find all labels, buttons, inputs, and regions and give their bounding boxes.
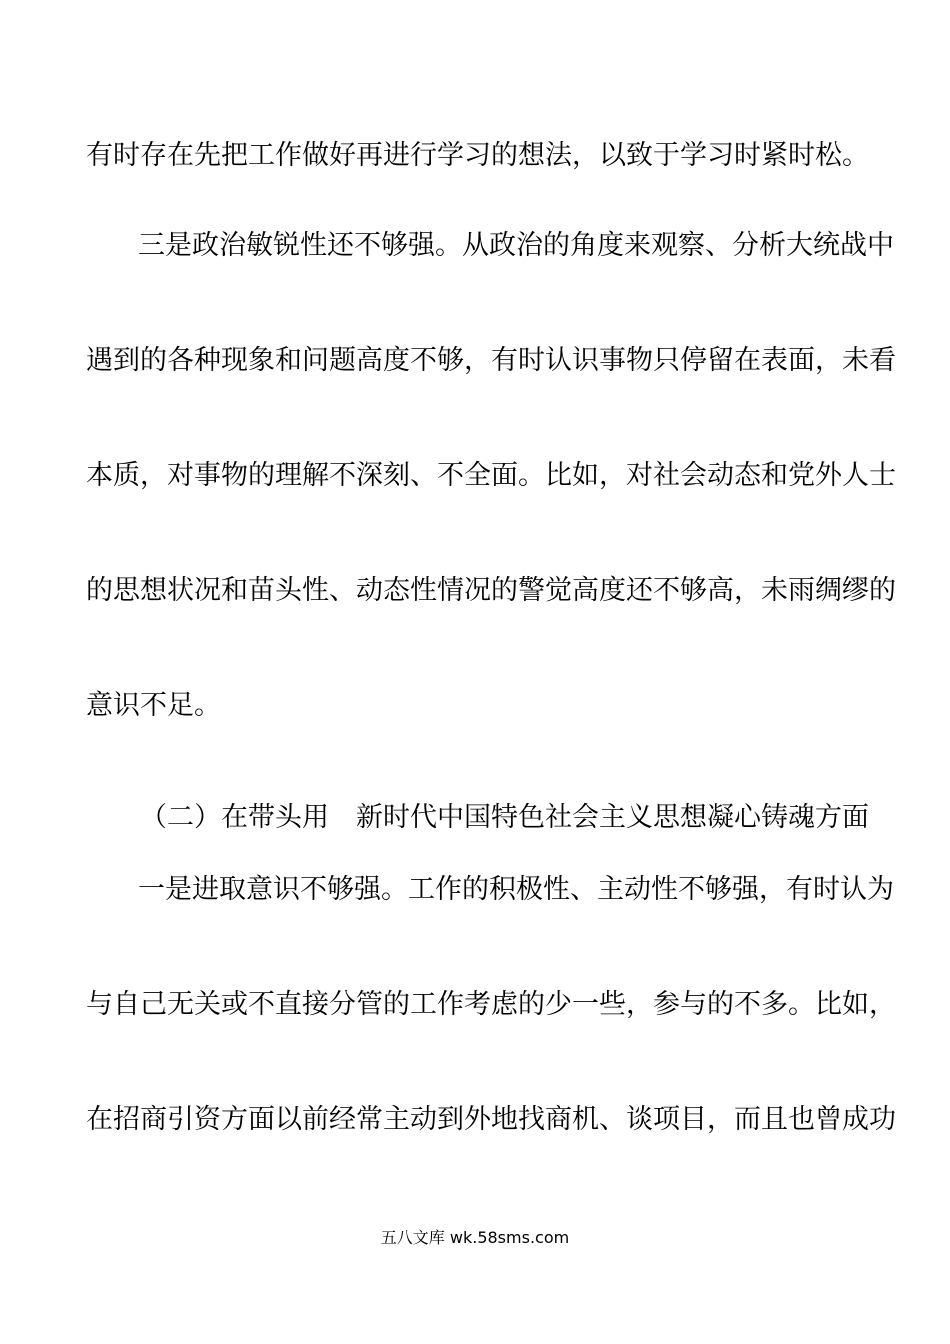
body-line-7: 一是进取意识不够强。工作的积极性、主动性不够强，有时认为 bbox=[138, 874, 894, 905]
body-line-6: 意识不足。 bbox=[86, 690, 221, 721]
body-line-5: 的思想状况和苗头性、动态性情况的警觉高度还不够高，未雨绸缪的 bbox=[86, 575, 896, 606]
body-line-9: 在招商引资方面以前经常主动到外地找商机、谈项目，而且也曾成功 bbox=[86, 1104, 896, 1135]
body-line-8: 与自己无关或不直接分管的工作考虑的少一些，参与的不多。比如， bbox=[86, 989, 896, 1020]
body-line-3: 遇到的各种现象和问题高度不够，有时认识事物只停留在表面，未看 bbox=[86, 345, 896, 376]
footer-watermark: 五八文库 wk.58sms.com bbox=[380, 1228, 570, 1247]
body-line-2: 三是政治敏锐性还不够强。从政治的角度来观察、分析大统战中 bbox=[138, 230, 894, 261]
body-line-1: 有时存在先把工作做好再进行学习的想法，以致于学习时紧时松。 bbox=[86, 140, 869, 171]
section-heading: （二）在带头用 新时代中国特色社会主义思想凝心铸魂方面 bbox=[140, 802, 869, 833]
body-line-4: 本质，对事物的理解不深刻、不全面。比如，对社会动态和党外人士 bbox=[86, 460, 896, 491]
